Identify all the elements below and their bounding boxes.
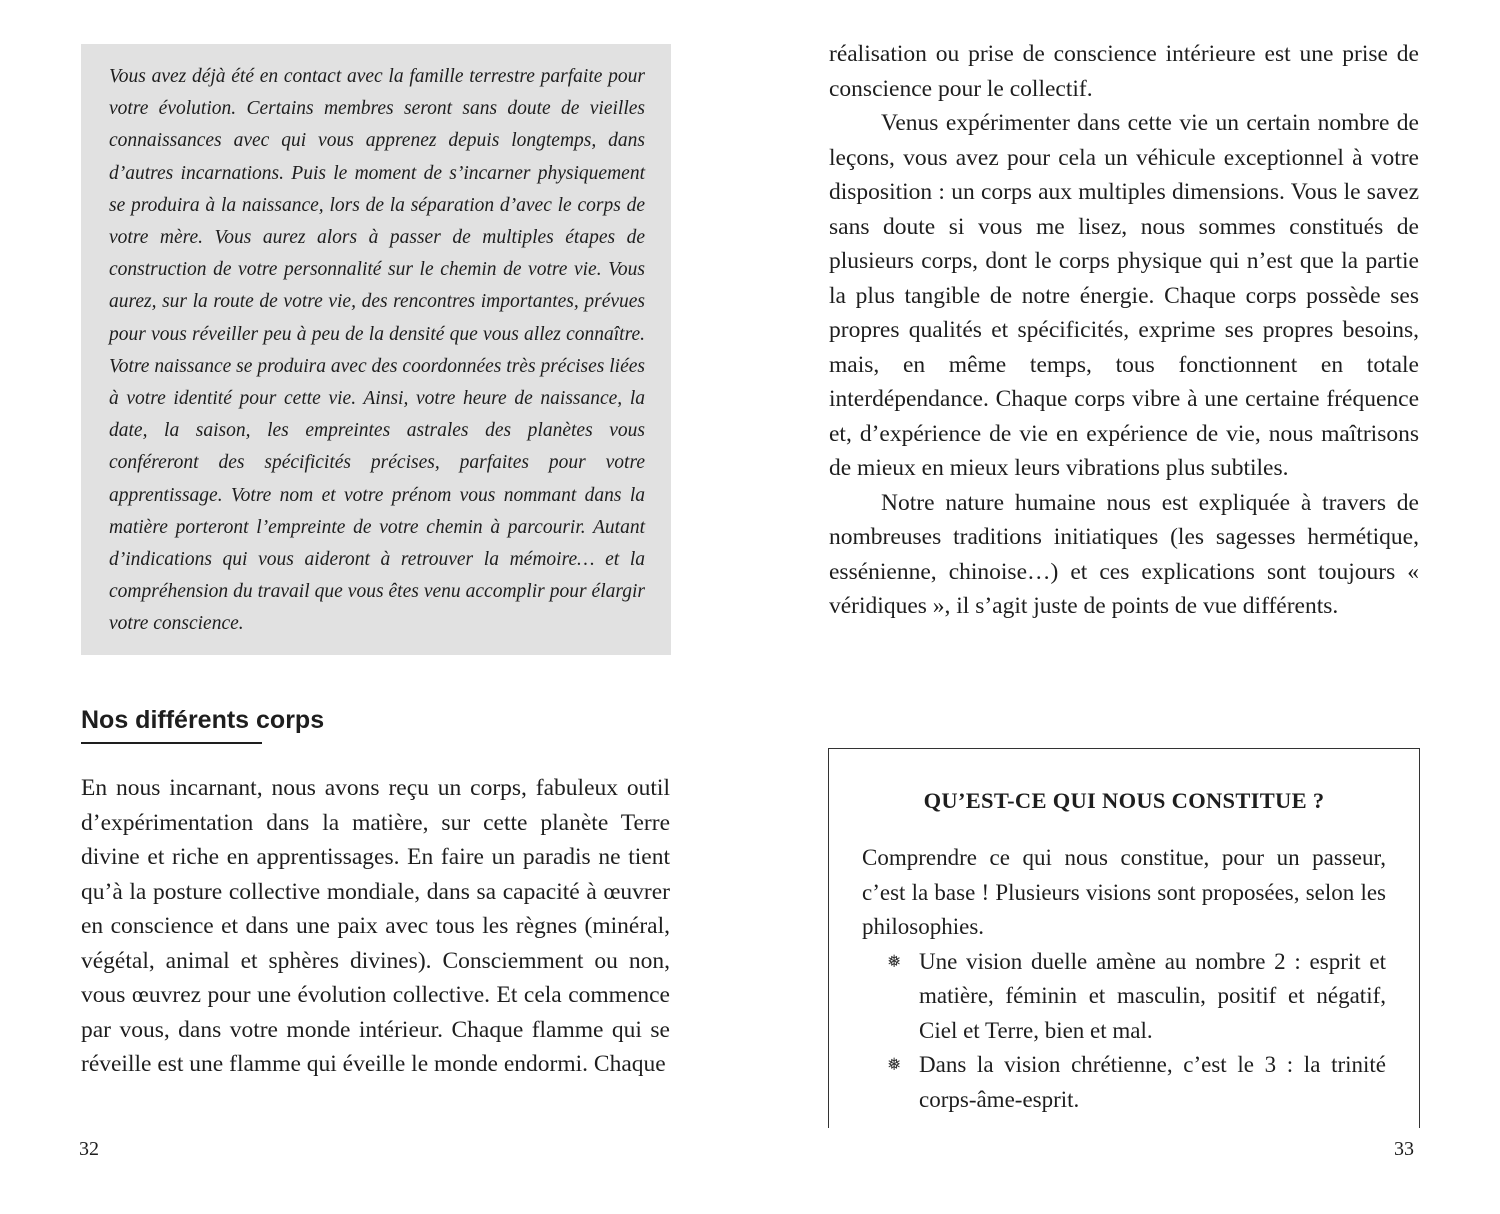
- paragraph: Venus expérimenter dans cette vie un certain nombre de leçons, vous avez pour cela un véhicule exceptionnel à votre disposition : un corps aux multiples dimensions. Vous le savez sans doute si vous me lisez, nous sommes constitués de plusieurs corps, dont le corps physique qui n’est que la partie la plus tangible de notre énergie. Chaque corps possède ses propres qualités et spécificités, exprime ses propres besoins, mais, en même temps, tous fonctionnent en totale interdépendance. Chaque corps vibre à une certaine fréquence et, d’expérience de vie en expérience de vie, nous maîtrisons de mieux en mieux leurs vibrations plus subtiles.: [829, 110, 1419, 481]
- paragraph: réalisation ou prise de conscience intérieure est une prise de conscience pour le collectif.: [829, 41, 1419, 102]
- framed-box-content: [862, 841, 1386, 1117]
- section-heading: Nos différents corps: [81, 706, 325, 734]
- heading-underline: [81, 742, 262, 744]
- paragraph: En nous incarnant, nous avons reçu un corps, fabuleux outil d’expérimentation dans la matière, sur cette planète Terre divine et riche en apprentissages. En faire un paradis ne tient qu’à la posture collective mondiale, dans sa capacité à œuvrer en conscience et dans une paix avec tous les règnes (minéral, végétal, animal et sphères divines). Consciemment ou non, vous œuvrez pour une évolution collective. Et cela commence par vous, dans votre monde intérieur. Chaque flamme qui se réveille est une flamme qui éveille le monde endormi. Chaque: [81, 775, 670, 1077]
- page-number-left: 32: [79, 1138, 99, 1160]
- list-item-text: Une vision duelle amène au nombre 2 : esprit et matière, féminin et masculin, positif et négatif, Ciel et Terre, bien et mal.: [919, 948, 1386, 1043]
- right-page: [750, 0, 1500, 1214]
- list-item-text: Dans la vision chrétienne, c’est le 3 : la trinité corps-âme-esprit.: [919, 1052, 1386, 1112]
- list-item: [862, 1048, 1386, 1117]
- framed-box-intro: Comprendre ce qui nous constitue, pour un passeur, c’est la base ! Plusieurs visions sont proposées, selon les philosophies.: [862, 845, 1386, 939]
- list-item: [862, 945, 1386, 1049]
- framed-box: [828, 748, 1420, 1128]
- flower-ornament-icon: ❅: [887, 951, 902, 971]
- page-number-right: 33: [1394, 1138, 1414, 1160]
- left-body: [81, 771, 670, 1082]
- highlight-box: [81, 44, 671, 655]
- framed-box-title: QU’EST-CE QUI NOUS CONSTITUE ?: [923, 788, 1325, 813]
- paragraph: Notre nature humaine nous est expliquée à travers de nombreuses traditions initiatiques (les sagesses hermétique, essénienne, chinoise…) et ces explications sont toujours « véridiques », il s’agit juste de points de vue différents.: [829, 489, 1419, 619]
- right-body: [829, 37, 1419, 624]
- flower-ornament-icon: ❅: [887, 1055, 902, 1074]
- highlight-box-text: Vous avez déjà été en contact avec la famille terrestre parfaite pour votre évolution. Certains membres seront sans doute de vieilles connaissances avec qui vous apprenez depuis longtemps, dans d’autres incarnations. Puis le moment de s’incarner physiquement se produira à la naissance, lors de la séparation d’avec le corps de votre mère. Vous aurez alors à passer de multiples étapes de construction de votre personnalité sur le chemin de votre vie. Vous aurez, sur la route de votre vie, des rencontres importantes, prévues pour vous réveiller peu à peu de la densité que vous allez connaître. Votre naissance se produira avec des coordonnées très précises liées à votre identité pour cette vie. Ainsi, votre heure de naissance, la date, la saison, les empreintes astrales des planètes vous conféreront des spécificités précises, parfaites pour votre apprentissage. Votre nom et votre prénom vous nommant dans la matière porteront l’empreinte de votre chemin à parcourir. Autant d’indications qui vous aideront à retrouver la mémoire… et la compréhension du travail que vous êtes venu accomplir pour élargir votre conscience.: [109, 66, 645, 635]
